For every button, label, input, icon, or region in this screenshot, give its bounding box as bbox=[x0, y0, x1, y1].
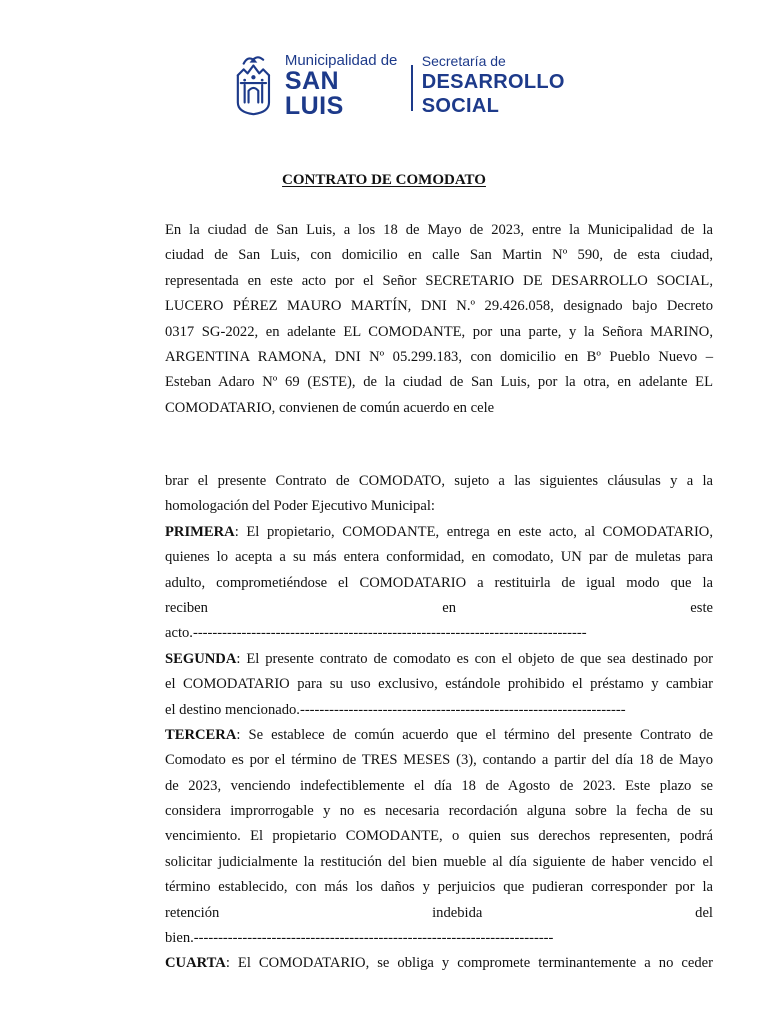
intro-line: ciudad de San Luis, con domicilio en calle San Martin Nº 590, de esta ciudad, bbox=[165, 247, 713, 264]
clause-line: el destino mencionado.------------------------------------------------------------------- bbox=[165, 701, 626, 718]
spread-word: en bbox=[442, 599, 457, 616]
clause-line: acto.--------------------------------------------------------------------------------- bbox=[165, 625, 587, 642]
secretaria-line1: Secretaría de bbox=[421, 53, 506, 69]
clause-text: : El propietario, COMODANTE, entrega en este acto, al COMODATARIO, bbox=[234, 523, 713, 540]
municipality-name bbox=[285, 52, 402, 119]
clause-line: Comodato es por el término de TRES MESES (3), contando a partir del día 18 de Mayo bbox=[165, 752, 713, 769]
clause-segunda bbox=[165, 647, 713, 672]
clause-spread-line bbox=[165, 596, 713, 621]
clause-line: solicitar judicialmente la restitución del bien mueble al día siguiente de haber vencido el bbox=[165, 853, 713, 870]
continuation-line: brar el presente Contrato de COMODATO, sujeto a las siguientes cláusulas y a la bbox=[165, 473, 713, 489]
spread-word: indebida bbox=[432, 904, 483, 921]
clause-label: SEGUNDA bbox=[165, 650, 237, 667]
clause-line: el COMODATARIO para su uso exclusivo, estándole prohibido el préstamo y cambiar bbox=[165, 676, 713, 693]
clause-tercera bbox=[165, 723, 713, 748]
municipality-line1: Municipalidad de bbox=[284, 51, 398, 69]
clause-line: término establecido, con más los daños y perjuicios que pudieran corresponder por la bbox=[165, 879, 713, 896]
spread-word: este bbox=[690, 599, 713, 616]
intro-line: En la ciudad de San Luis, a los 18 de Mayo de 2023, entre la Municipalidad de la bbox=[165, 222, 713, 238]
clause-text: : El COMODATARIO, se obliga y compromete terminantemente a no ceder bbox=[225, 955, 713, 972]
spread-word: reciben bbox=[165, 599, 208, 616]
clause-text: : El presente contrato de comodato es con el objeto de que sea destinado por bbox=[236, 650, 713, 667]
secretaria-name bbox=[422, 52, 642, 118]
intro-line: ARGENTINA RAMONA, DNI Nº 05.299.183, con domicilio en Bº Pueblo Nuevo – bbox=[165, 348, 713, 365]
clause-text: : Se establece de común acuerdo que el término del presente Contrato de bbox=[236, 726, 713, 743]
intro-line: representada en este acto por el Señor SECRETARIO DE DESARROLLO SOCIAL, bbox=[165, 272, 713, 289]
intro-paragraph bbox=[165, 218, 713, 421]
clause-primera bbox=[165, 520, 713, 545]
clause-line: vencimiento. El propietario COMODANTE, o quien sus derechos representen, podrá bbox=[165, 828, 713, 845]
spread-word: retención bbox=[165, 904, 220, 921]
clause-cuarta bbox=[165, 951, 713, 976]
secretaria-line2: DESARROLLO SOCIAL bbox=[421, 71, 565, 117]
clause-label: CUARTA bbox=[165, 955, 226, 972]
intro-line: COMODATARIO, convienen de común acuerdo en cele bbox=[165, 399, 495, 416]
clause-line: adulto, comprometiéndose el COMODATARIO a restituirla de igual modo que la bbox=[165, 574, 713, 591]
clause-line: de 2023, venciendo indefectiblemente el día 18 de Agosto de 2023. Este plazo se bbox=[165, 777, 713, 794]
clauses-body bbox=[165, 469, 713, 977]
clause-label: TERCERA bbox=[165, 726, 237, 743]
header-logo bbox=[232, 52, 642, 118]
clause-line: quienes lo acepta a su más entera conformidad, en comodato, UN par de muletas para bbox=[165, 549, 713, 566]
municipality-line2: SAN LUIS bbox=[284, 66, 344, 120]
clause-spread-line bbox=[165, 901, 713, 926]
clause-label: PRIMERA bbox=[165, 523, 235, 540]
logo-divider bbox=[411, 65, 412, 111]
continuation-line: homologación del Poder Ejecutivo Municipal: bbox=[165, 498, 435, 515]
clause-line: bien.-------------------------------------------------------------------------- bbox=[165, 930, 554, 947]
document-title: CONTRATO DE COMODATO bbox=[282, 172, 486, 188]
clause-line: considera improrrogable y no es necesaria recordación alguna sobre la fecha de su bbox=[165, 803, 713, 820]
intro-line: 0317 SG-2022, en adelante EL COMODANTE, por una parte, y la Señora MARINO, bbox=[165, 323, 713, 340]
intro-line: LUCERO PÉREZ MAURO MARTÍN, DNI N.º 29.426.058, designado bajo Decreto bbox=[165, 298, 713, 315]
spread-word: del bbox=[695, 904, 713, 921]
municipal-crest-icon bbox=[232, 53, 275, 117]
intro-line: Esteban Adaro Nº 69 (ESTE), de la ciudad de San Luis, por la otra, en adelante EL bbox=[165, 374, 713, 391]
